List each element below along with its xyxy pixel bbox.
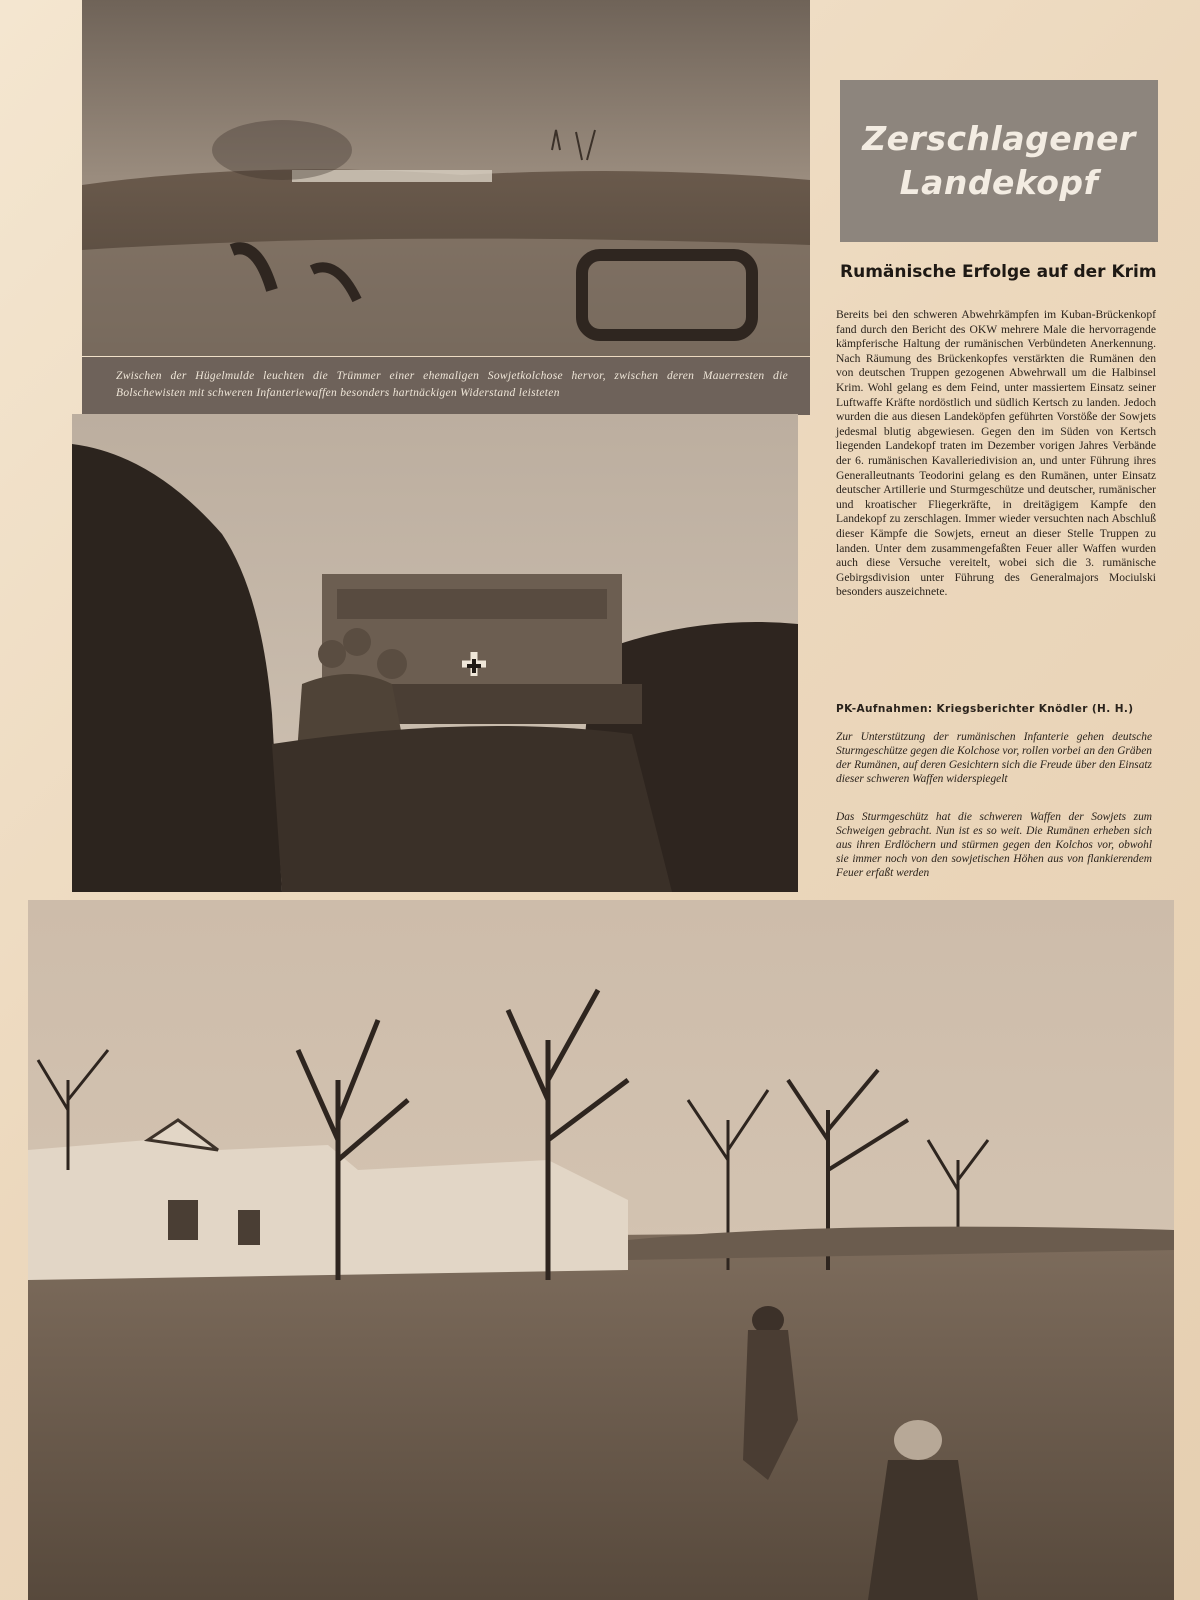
photo-trench-assault-gun (72, 414, 798, 892)
headline-title: Zerschlagener Landekopf (862, 119, 1136, 202)
headline-box (840, 80, 1158, 242)
photo-soldiers-advancing (28, 900, 1174, 1600)
caption-middle-photo: Zur Unterstützung der rumänischen Infanterie gehen deutsche Sturmgeschütze gegen die Kolchose vor, rollen vorbei an den Gräben der Rumänen, auf deren Gesichtern sich die Freude über den Einsatz dieser schweren Waffen widerspiegelt (836, 731, 1152, 785)
photo-kolkhoz-ruins-hillside (82, 0, 810, 356)
photo-credit: PK-Aufnahmen: Kriegsberichter Knödler (H. H.) (836, 703, 1134, 715)
article-body: Bereits bei den schweren Abwehrkämpfen im Kuban-Brückenkopf fand durch den Bericht des OKW mehrere Male die hervorragende kämpferische Haltung der rumänischen Verbündeten Anerkennung. Nach Räumung des Brückenkopfes verstärkten die Rumänen den von deutschen Truppen gezogenen Abwehrwall um die Halbinsel Krim. Wohl gelang es dem Feind, unter massiertem Einsatz seiner Luftwaffe Kräfte nordöstlich und südlich Kertsch zu landen. Jedoch wurden die aus diesen Landeköpfen geführten Vorstöße der Sowjets jedesmal blutig abgewiesen. Gegen den im Süden von Kertsch liegenden Landekopf traten im Dezember vorigen Jahres Verbände der 6. rumänischen Kavalleriedivision an, und unter Führung ihres Generalleutnants Teodorini gelang es den Rumänen, unter Einsatz deutscher Artillerie und Sturmgeschütze und deutscher, rumänischer und kroatischer Fliegerkräfte, in dreitägigem Kampfe den Landekopf zu zerschlagen. Immer wieder versuchten nach Abschluß dieser Kämpfe die Sowjets, erneut an dieser Stelle Truppen zu landen. Unter dem zusammengefaßten Feuer aller Waffen wurden auch diese Versuche vereitelt, wobei sich die 3. rumänische Gebirgsdivision unter Führung des Generalmajors Mociulski besonders auszeichnete. (836, 308, 1156, 599)
caption-top-photo: Zwischen der Hügelmulde leuchten die Trümmer einer ehemaligen Sowjetkolchose hervor, zwischen deren Mauerresten die Bolschewisten mit schweren Infanteriewaffen besonders hartnäckigen Widerstand leisteten (82, 357, 810, 415)
caption-bottom-photo: Das Sturmgeschütz hat die schweren Waffen der Sowjets zum Schweigen gebracht. Nun ist es so weit. Die Rumänen erheben sich aus ihren Erdlöchern und stürmen gegen den Kolchos vor, obwohl sie immer noch von den sowjetischen Höhen aus von flankierendem Feuer erfaßt werden (836, 811, 1152, 879)
headline-subtitle: Rumänische Erfolge auf der Krim (840, 262, 1157, 282)
